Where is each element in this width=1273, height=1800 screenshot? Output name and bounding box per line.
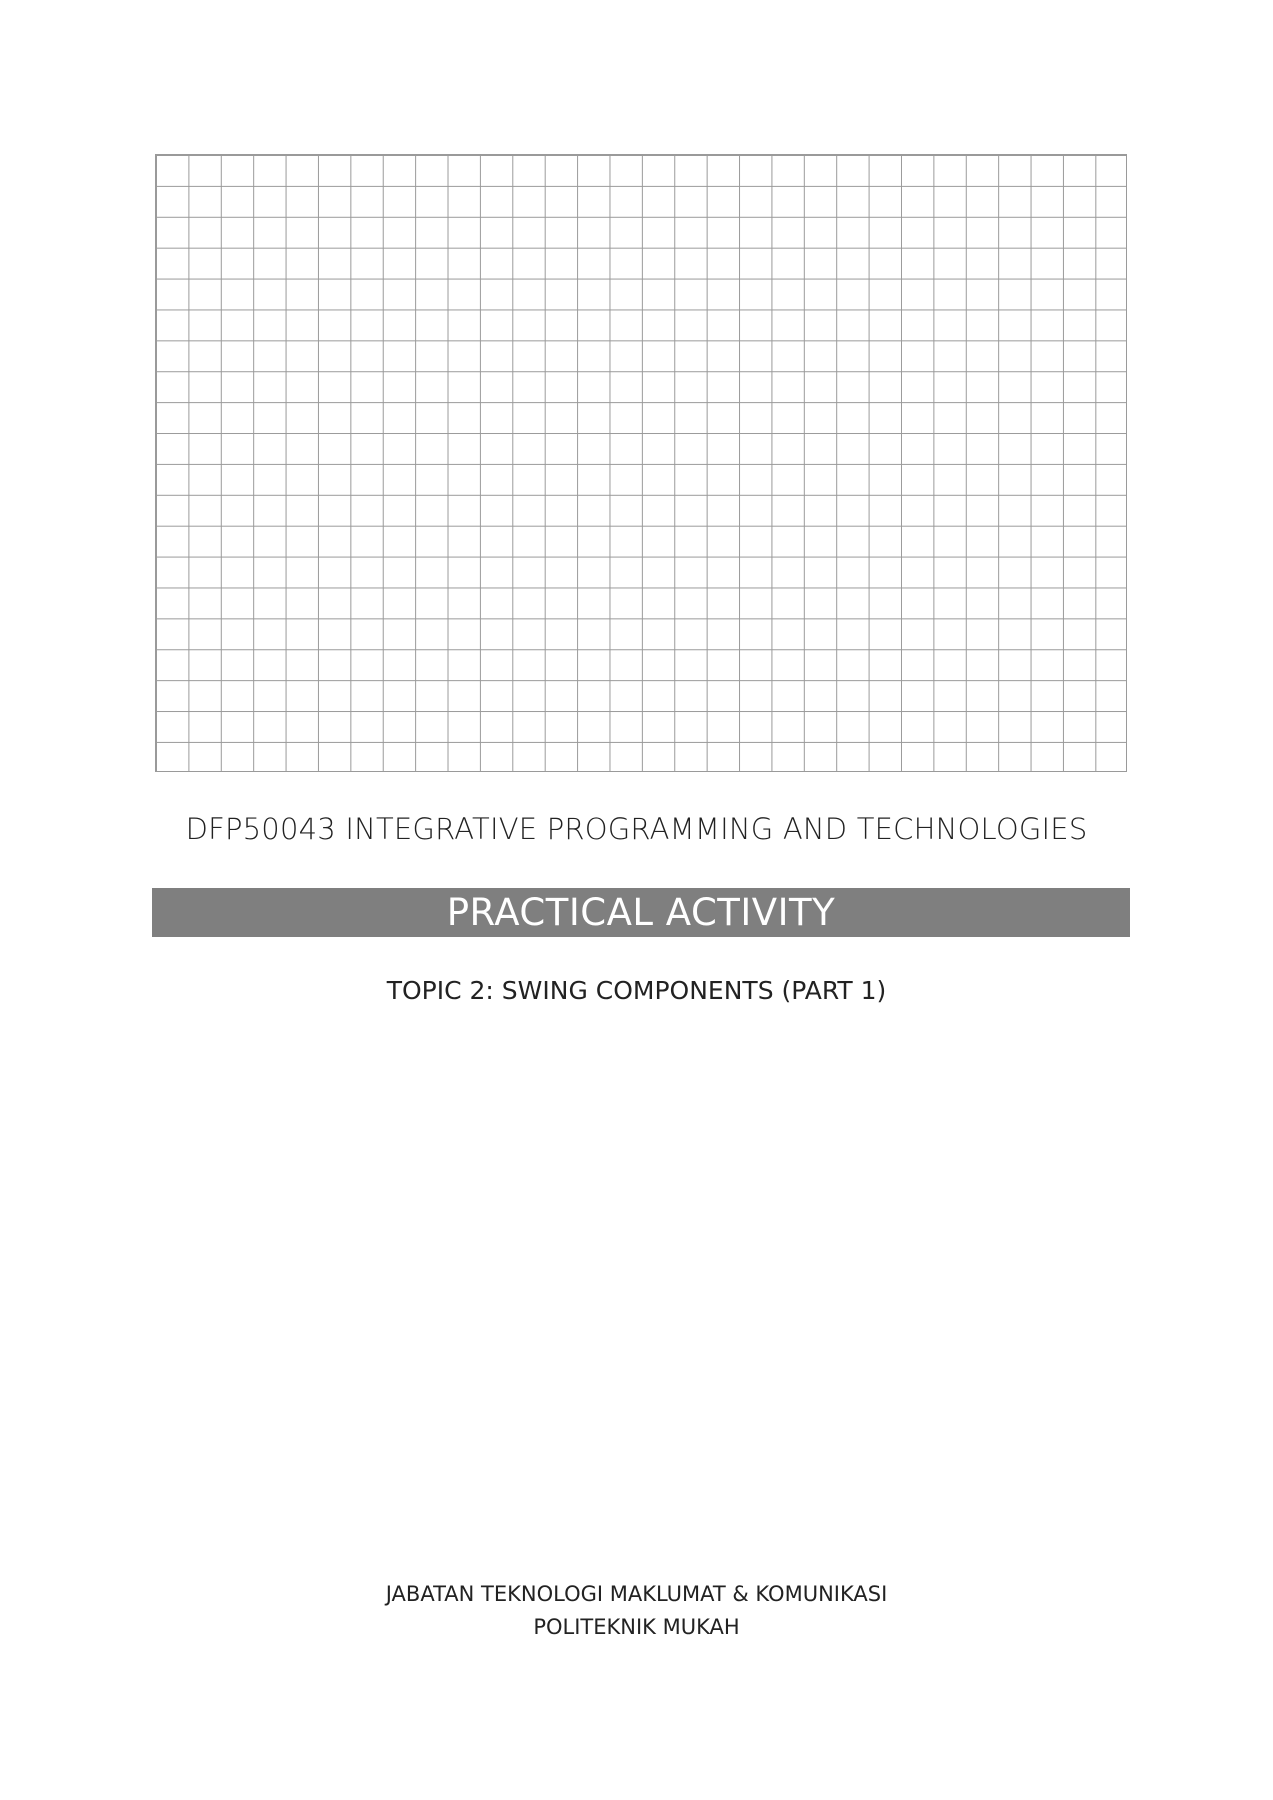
topic-subtitle: TOPIC 2: SWING COMPONENTS (PART 1) xyxy=(386,976,887,1005)
decorative-grid xyxy=(155,154,1127,772)
banner-title: PRACTICAL ACTIVITY xyxy=(446,891,836,934)
department-name: JABATAN TEKNOLOGI MAKLUMAT & KOMUNIKASI xyxy=(385,1582,888,1606)
footer xyxy=(0,1578,1273,1644)
institution-name: POLITEKNIK MUKAH xyxy=(533,1615,740,1639)
title-banner xyxy=(152,888,1130,937)
course-title: DFP50043 INTEGRATIVE PROGRAMMING AND TECHNOLOGIES xyxy=(185,812,1088,846)
